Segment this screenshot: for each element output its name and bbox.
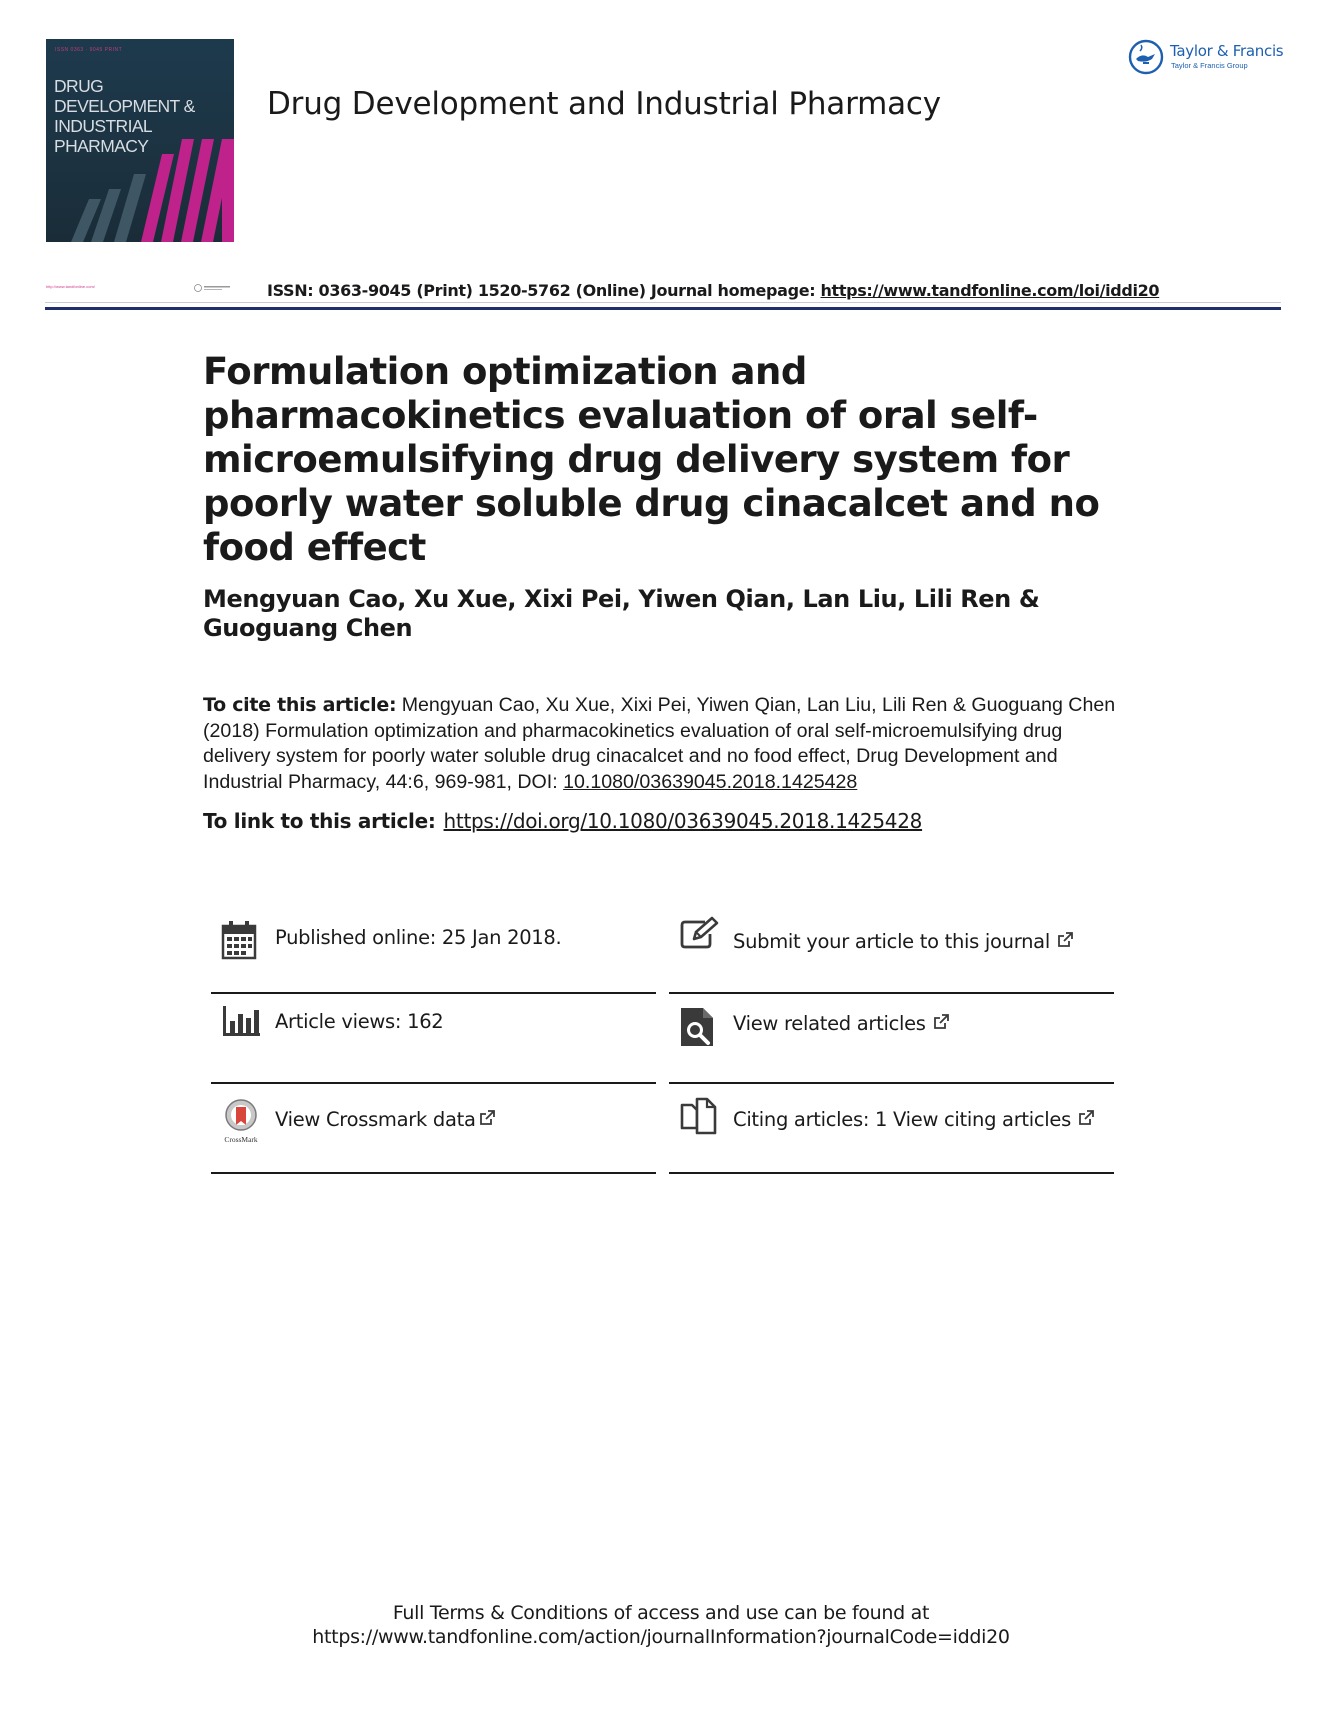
footer-terms-url[interactable]: https://www.tandfonline.com/action/journalInformation?journalCode=iddi20 (312, 1626, 1010, 1648)
cell-divider (211, 992, 656, 994)
external-link-icon (478, 1109, 496, 1127)
link-label: To link to this article: (203, 809, 436, 833)
header-rule (45, 307, 1281, 310)
submit-article-cell[interactable] (669, 906, 1114, 994)
citation-doi-link[interactable]: 10.1080/03639045.2018.1425428 (563, 770, 858, 793)
issn-text: ISSN: 0363-9045 (Print) 1520-5762 (Online) Journal homepage: (267, 281, 821, 300)
taylor-francis-lamp-icon (1128, 39, 1164, 75)
article-views-text: Article views: 162 (275, 1010, 444, 1033)
cover-top-text: ISSN 0363 · 9045 PRINT (55, 47, 123, 53)
small-publisher-logo-icon (193, 283, 235, 293)
calendar-icon (221, 920, 257, 960)
divider (45, 302, 1281, 303)
external-link-icon (1056, 931, 1074, 949)
cell-divider (669, 1082, 1114, 1084)
crossmark-label: View Crossmark data (275, 1108, 476, 1131)
citing-articles-label: Citing articles: 1 View citing articles (733, 1108, 1071, 1131)
article-doi-url[interactable]: https://doi.org/10.1080/03639045.2018.1425428 (443, 809, 923, 833)
related-articles-label: View related articles (733, 1012, 926, 1035)
journal-cover (46, 39, 234, 242)
article-title: Formulation optimization and pharmacokinetics evaluation of oral self-microemulsifying drug delivery system for poorly water soluble drug cinacalcet and no food effect (203, 350, 1100, 569)
submit-article-label: Submit your article to this journal (733, 930, 1050, 953)
search-document-icon (679, 1006, 715, 1048)
cell-divider (669, 1172, 1114, 1174)
external-link-icon (1077, 1109, 1095, 1127)
published-online-text: Published online: 25 Jan 2018. (275, 926, 562, 949)
citing-articles-cell[interactable] (669, 1086, 1114, 1174)
edit-icon (679, 916, 721, 952)
cell-divider (211, 1172, 656, 1174)
related-articles-link[interactable] (733, 1012, 950, 1035)
cover-title: DRUG DEVELOPMENT & INDUSTRIAL PHARMACY (54, 76, 195, 156)
citing-articles-link[interactable] (733, 1108, 1095, 1131)
external-link-icon (932, 1013, 950, 1031)
citation-label: To cite this article: (203, 694, 397, 716)
crossmark-cell[interactable] (211, 1086, 656, 1174)
article-link-line (203, 809, 922, 833)
bar-chart-icon (221, 1004, 261, 1038)
citation-block (203, 693, 1123, 795)
citation-text: Mengyuan Cao, Xu Xue, Xixi Pei, Yiwen Qian, Lan Liu, Lili Ren & Guoguang Chen (2018) Formulation optimization and pharmacokinetics evaluation of oral self-microemulsifying drug delivery system for poorly water soluble drug cinacalcet and no food effect, Drug Development and Industrial Pharmacy, 44:6, 969-981, DOI: (203, 694, 1116, 793)
cell-divider (669, 992, 1114, 994)
copy-documents-icon (679, 1096, 719, 1136)
terms-footer (0, 1601, 1322, 1649)
footer-line-1: Full Terms & Conditions of access and use can be found at (392, 1602, 930, 1624)
tiny-link-text: http://www.tandfonline.com/ (46, 284, 95, 289)
submit-article-link[interactable] (733, 930, 1074, 953)
publisher-logo[interactable] (1128, 39, 1288, 79)
related-articles-cell[interactable] (669, 996, 1114, 1084)
crossmark-logo-text: CrossMark (224, 1135, 258, 1144)
publisher-group: Taylor & Francis Group (1171, 61, 1248, 70)
journal-homepage-link[interactable]: https://www.tandfonline.com/loi/iddi20 (820, 281, 1160, 300)
article-views-cell (211, 996, 656, 1084)
article-authors: Mengyuan Cao, Xu Xue, Xixi Pei, Yiwen Qian, Lan Liu, Lili Ren & Guoguang Chen (203, 585, 1040, 642)
published-online-cell (211, 906, 656, 994)
cell-divider (211, 1082, 656, 1084)
issn-line (267, 281, 1159, 300)
crossmark-link[interactable] (275, 1108, 496, 1131)
crossmark-icon (221, 1098, 261, 1144)
journal-name[interactable]: Drug Development and Industrial Pharmacy (267, 86, 941, 122)
publisher-name: Taylor & Francis (1170, 42, 1284, 60)
